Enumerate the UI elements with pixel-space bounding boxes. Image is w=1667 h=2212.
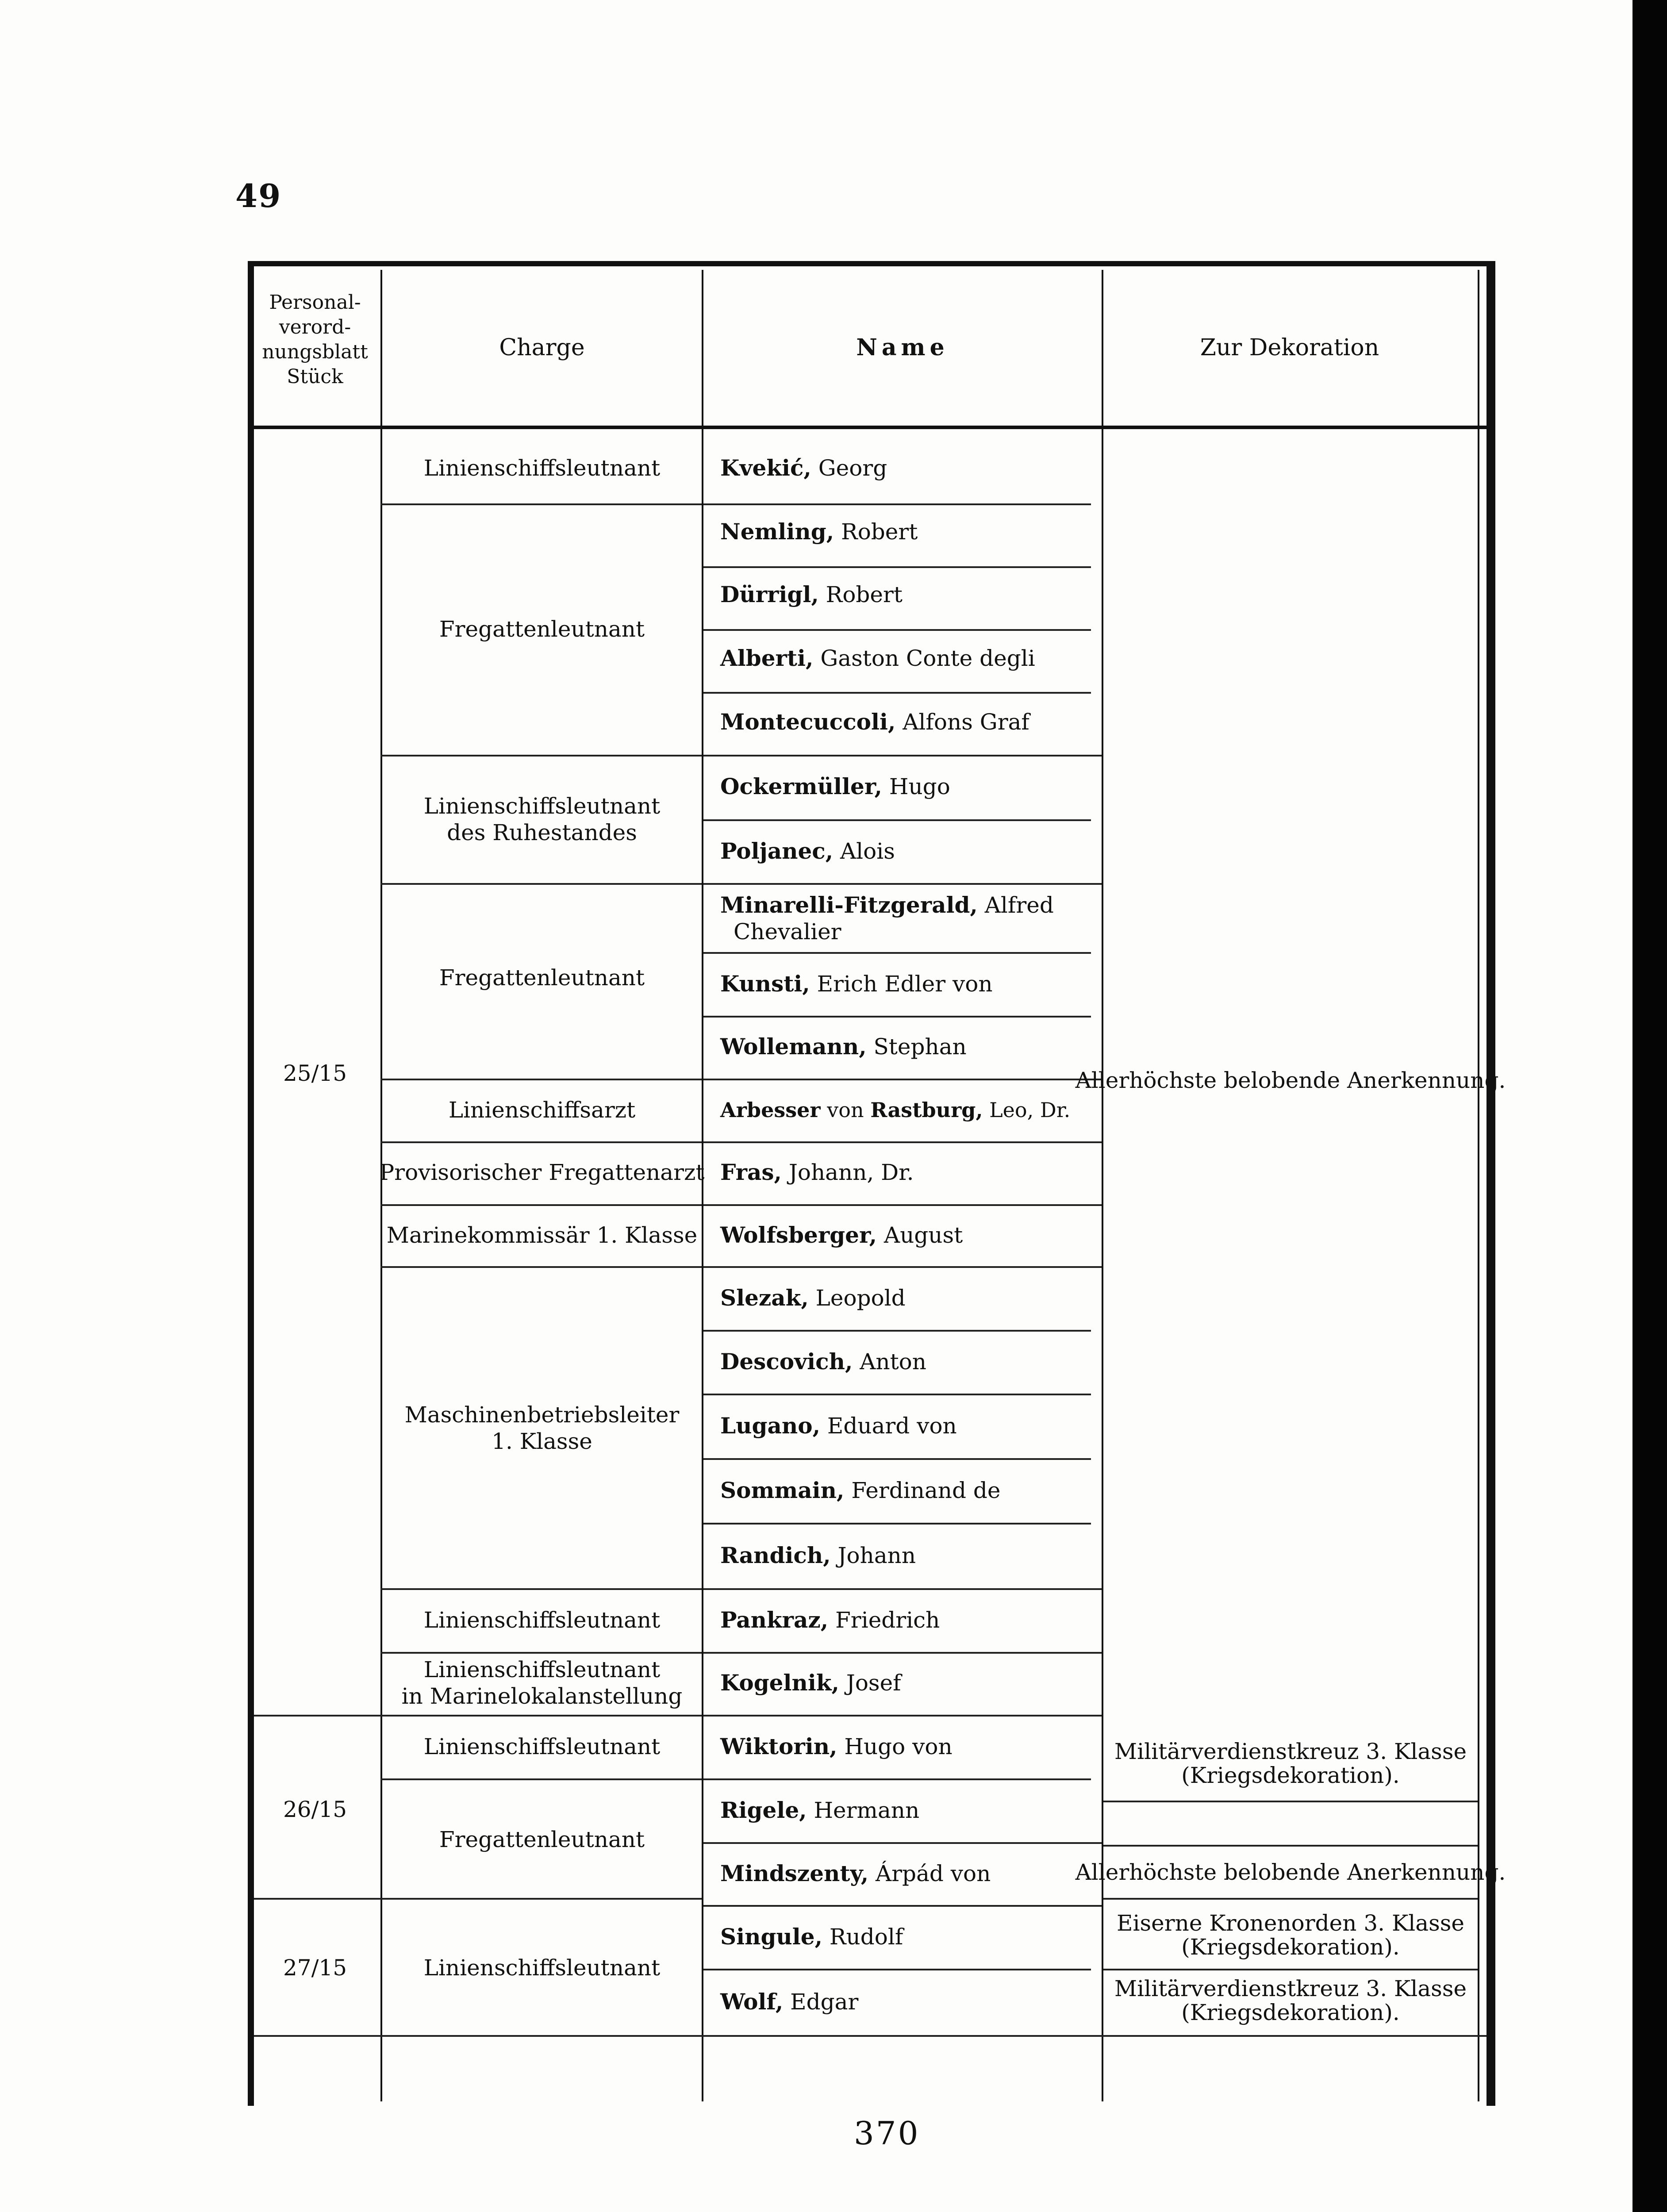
name-entry: Minarelli-Fitzgerald, Alfred Chevalier [720, 892, 1054, 945]
rank-divider [380, 503, 702, 505]
rank-cell: Linienschiffsleutnant [423, 1607, 661, 1633]
name-entry: Kogelnik, Josef [720, 1670, 901, 1696]
name-divider [703, 629, 1091, 631]
name-entry: Mindszenty, Árpád von [720, 1860, 991, 1886]
issue-27-15: 27/15 [283, 1955, 347, 1981]
name-entry: Descovich, Anton [720, 1348, 926, 1375]
decoration-entry: Allerhöchste belobende Anerkennung. [1075, 1068, 1506, 1093]
table-right-border [1486, 261, 1495, 2106]
name-entry: Kunsti, Erich Edler von [720, 971, 993, 997]
name-divider [703, 1016, 1091, 1018]
table-top-border [248, 261, 1495, 266]
rank-divider [380, 755, 702, 757]
decoration-ledger-table [248, 261, 1506, 2106]
rank-cell: Fregattenleutnant [439, 965, 645, 991]
name-divider [703, 1458, 1091, 1460]
issue-group-divider [254, 1898, 380, 1900]
rank-divider [380, 1778, 702, 1780]
scan-edge [1632, 0, 1667, 2212]
rank-divider [380, 1204, 702, 1206]
rank-cell: Linienschiffsleutnant [423, 1955, 661, 1981]
header-issue: Personal- verord- nungsblatt Stück [262, 291, 368, 388]
rank-cell: Linienschiffsleutnant [423, 455, 661, 481]
name-divider [703, 1588, 1102, 1590]
rank-cell: Fregattenleutnant [439, 1827, 645, 1852]
name-divider [703, 1330, 1091, 1332]
name-divider [703, 1079, 1102, 1080]
name-entry: Montecuccoli, Alfons Graf [720, 709, 1029, 735]
name-entry: Sommain, Ferdinand de [720, 1477, 1001, 1503]
footer-page-number: 370 [854, 2115, 920, 2152]
column-divider-decoration [1478, 270, 1479, 2101]
name-entry: Randich, Johann [720, 1542, 916, 1568]
name-entry: Lugano, Eduard von [720, 1413, 957, 1439]
column-divider-rank [702, 270, 703, 2101]
name-entry: Alberti, Gaston Conte degli [720, 645, 1035, 671]
name-entry: Singule, Rudolf [720, 1924, 903, 1950]
name-divider [703, 1715, 1102, 1717]
decoration-divider [1103, 1801, 1478, 1802]
rank-divider [380, 883, 702, 885]
rank-cell: Linienschiffsleutnant des Ruhestandes [423, 793, 661, 845]
decoration-entry: Eiserne Kronenorden 3. Klasse (Kriegsdekoration). [1116, 1910, 1465, 1960]
decoration-entry: Militärverdienstkreuz 3. Klasse (Kriegsdekoration). [1114, 1739, 1467, 1788]
name-divider [703, 883, 1102, 885]
name-entry: Poljanec, Alois [720, 838, 895, 864]
name-entry: Arbesser von Rastburg, Leo, Dr. [720, 1098, 1071, 1122]
header-rank: Charge [499, 334, 585, 361]
name-entry: Nemling, Robert [720, 518, 918, 545]
issue-group-divider [254, 1715, 380, 1717]
name-divider [703, 755, 1102, 757]
name-divider [703, 1204, 1102, 1206]
rank-cell: Maschinenbetriebsleiter 1. Klasse [404, 1402, 680, 1454]
name-entry: Dürrigl, Robert [720, 581, 903, 607]
rank-cell: Linienschiffsleutnant in Marinelokalanstellung [401, 1657, 683, 1709]
name-divider [703, 1778, 1091, 1780]
name-divider [703, 1842, 1102, 1844]
decoration-divider [1103, 1969, 1478, 1970]
rank-cell: Fregattenleutnant [439, 616, 645, 642]
header-name: Name [856, 334, 949, 361]
name-entry: Wiktorin, Hugo von [720, 1733, 953, 1759]
decoration-divider [1103, 1898, 1478, 1900]
name-divider [703, 1266, 1102, 1268]
page-number: 49 [235, 177, 282, 215]
header-decoration: Zur Dekoration [1200, 334, 1379, 361]
rank-divider [380, 1141, 702, 1143]
header-divider [248, 426, 1495, 429]
rank-divider [380, 1652, 702, 1654]
rank-divider [380, 1898, 702, 1900]
issue-25-15: 25/15 [283, 1060, 347, 1086]
rank-divider [380, 1588, 702, 1590]
name-divider [703, 503, 1091, 505]
rank-divider [380, 1715, 702, 1717]
name-divider [703, 566, 1091, 568]
column-divider-name [1102, 270, 1103, 2101]
column-divider-issue [380, 270, 382, 2101]
name-divider [703, 1141, 1102, 1143]
name-divider [703, 1652, 1102, 1654]
rank-cell: Linienschiffsarzt [448, 1097, 636, 1123]
name-divider [703, 1905, 1102, 1907]
rank-divider [380, 1079, 702, 1080]
name-divider [703, 1394, 1091, 1395]
name-entry: Fras, Johann, Dr. [720, 1159, 914, 1185]
name-entry: Wolfsberger, August [720, 1222, 963, 1248]
name-entry: Rigele, Hermann [720, 1797, 920, 1823]
rank-cell: Linienschiffsleutnant [423, 1734, 661, 1759]
decoration-divider [1103, 1845, 1478, 1847]
name-divider [703, 819, 1091, 821]
rank-cell: Marinekommissär 1. Klasse [386, 1222, 698, 1248]
name-divider [703, 1969, 1091, 1970]
name-divider [703, 1523, 1091, 1525]
table-bottom-rule [254, 2035, 1486, 2037]
name-entry: Ockermüller, Hugo [720, 773, 950, 799]
name-entry: Kvekić, Georg [720, 455, 887, 481]
table-left-border [248, 261, 254, 2106]
decoration-entry: Militärverdienstkreuz 3. Klasse (Kriegsdekoration). [1114, 1976, 1467, 2025]
name-entry: Wolf, Edgar [720, 1989, 859, 2015]
rank-cell: Provisorischer Fregattenarzt [379, 1160, 705, 1185]
name-entry: Slezak, Leopold [720, 1285, 906, 1311]
name-divider [703, 692, 1091, 694]
name-divider [703, 952, 1091, 954]
issue-26-15: 26/15 [283, 1797, 347, 1822]
rank-divider [380, 1266, 702, 1268]
decoration-entry: Allerhöchste belobende Anerkennung. [1075, 1859, 1506, 1885]
name-entry: Pankraz, Friedrich [720, 1607, 940, 1633]
name-entry: Wollemann, Stephan [720, 1033, 967, 1060]
